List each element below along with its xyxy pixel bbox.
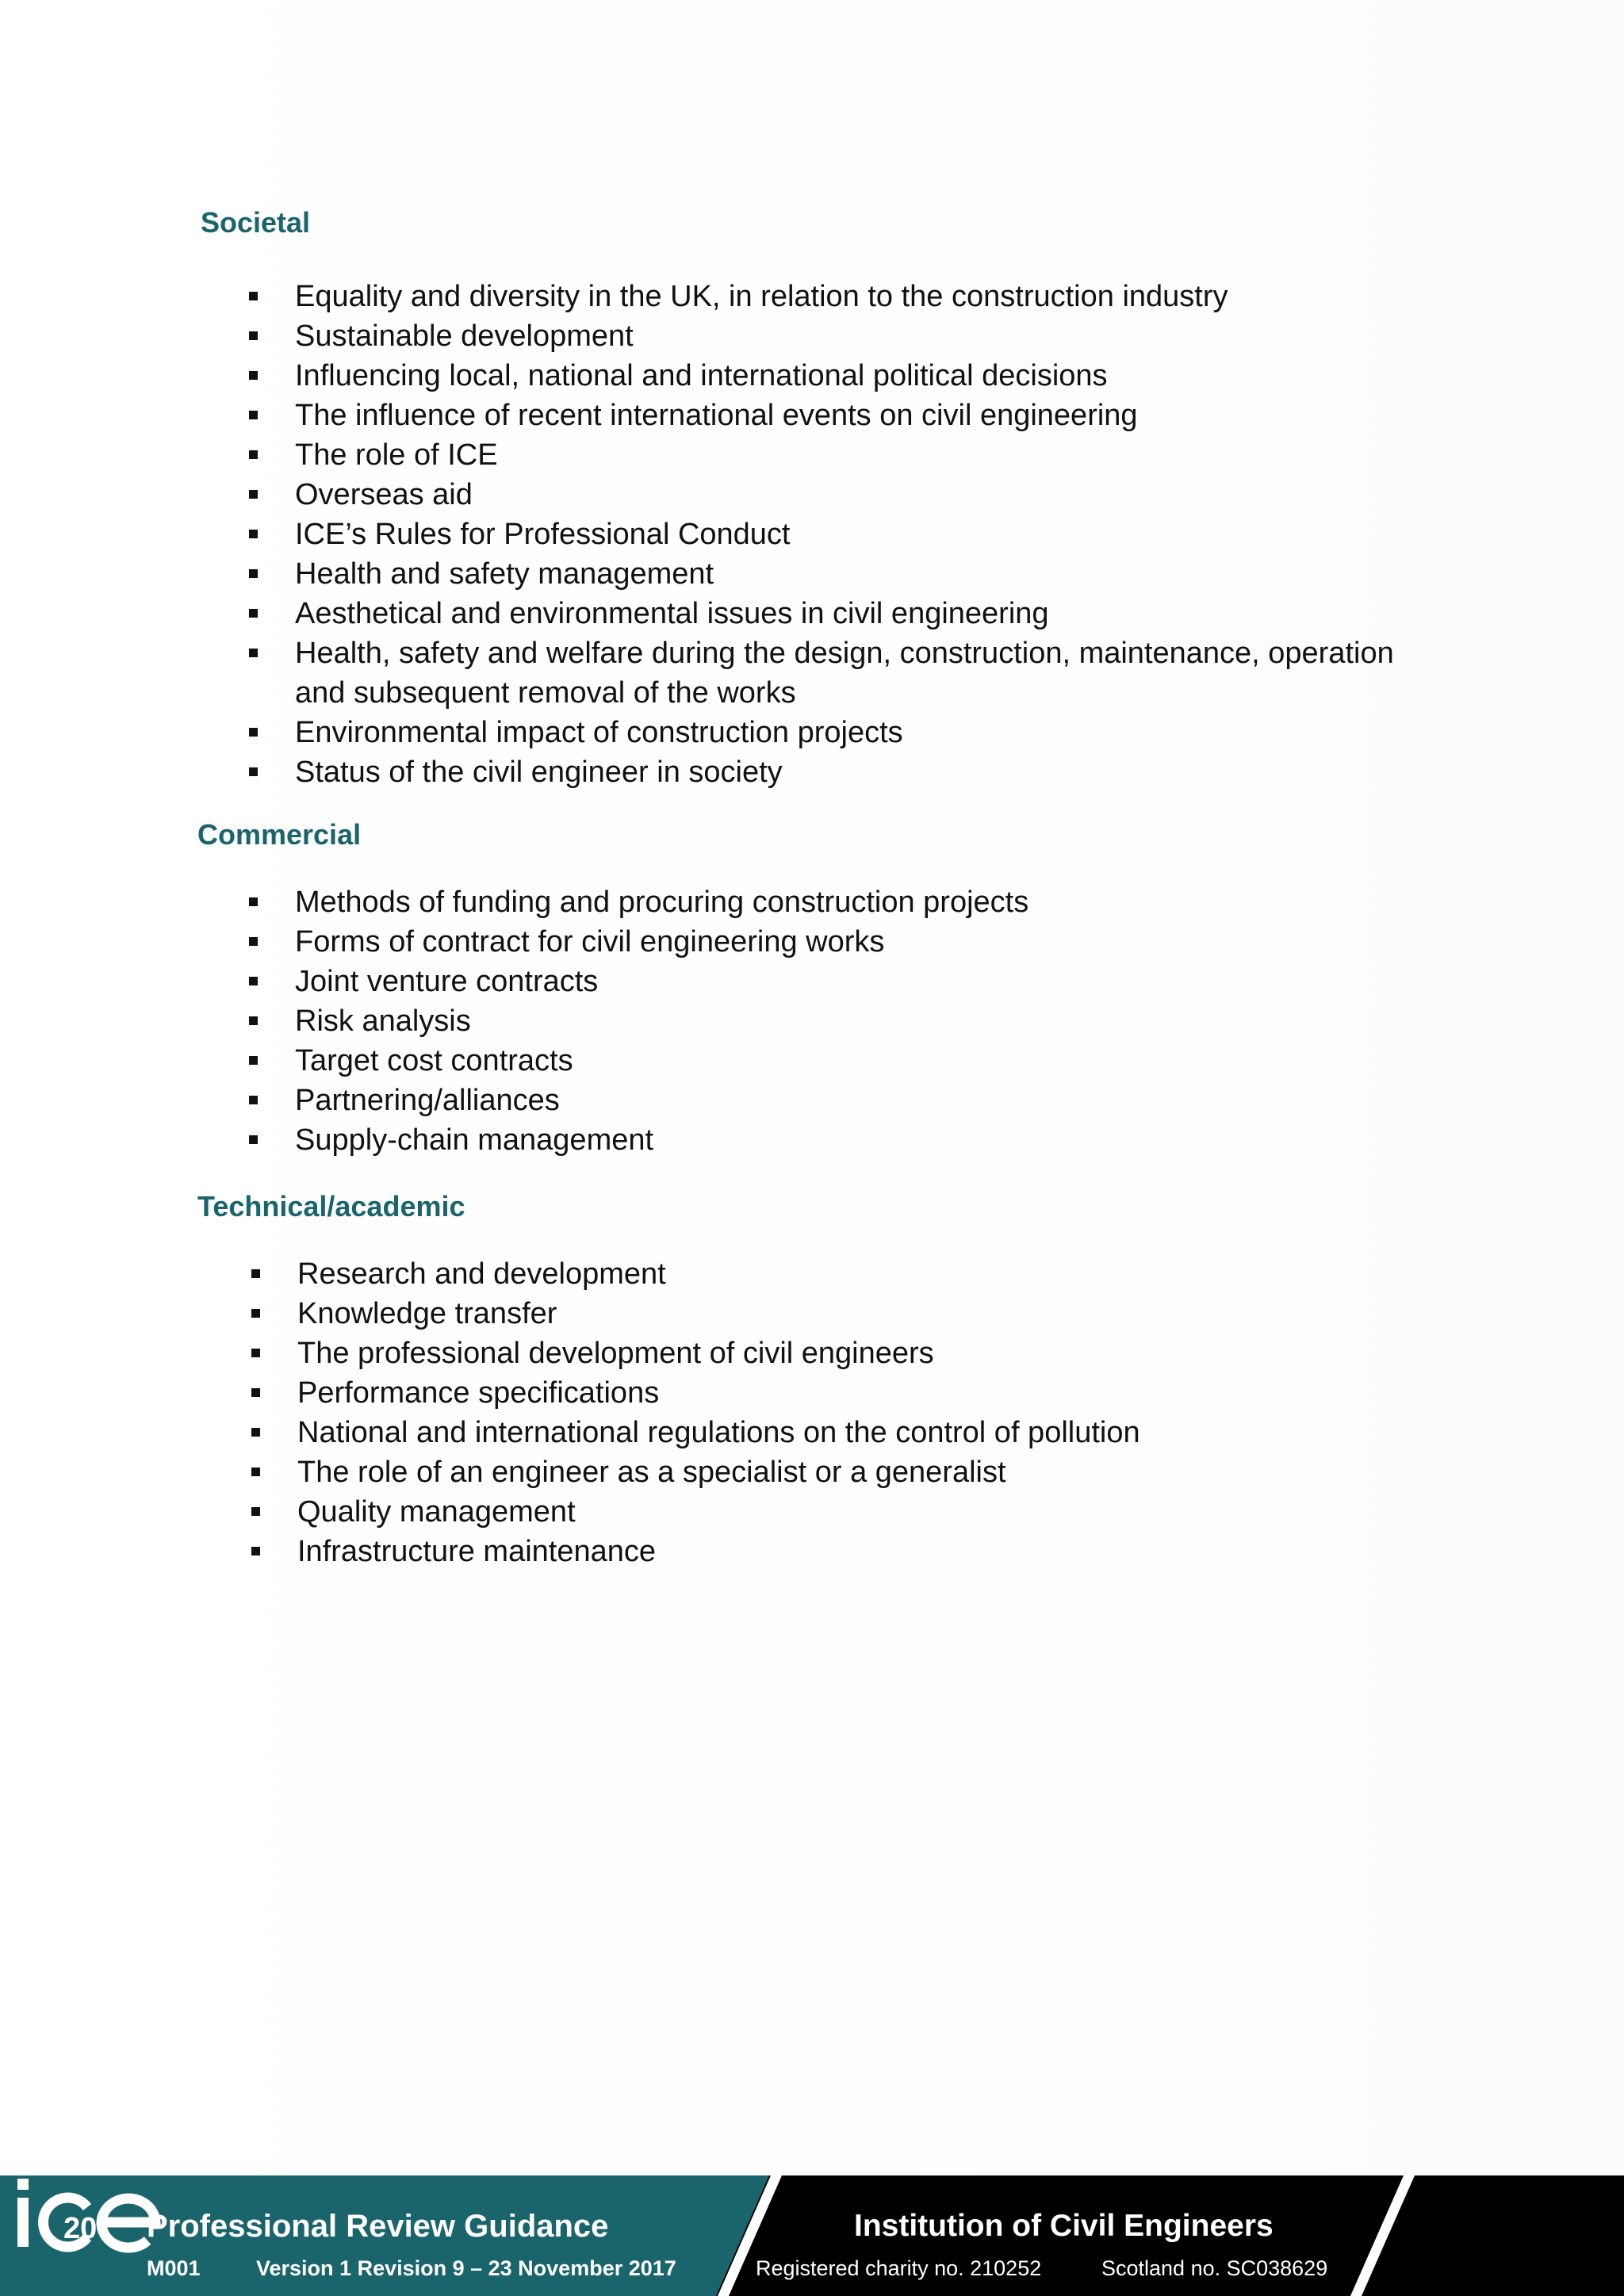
square-bullet-icon (249, 728, 258, 737)
list-item: Health and safety management (295, 554, 1394, 594)
list-item: The professional development of civil engineers (297, 1334, 1140, 1373)
square-bullet-icon (249, 1056, 258, 1065)
list-item: Status of the civil engineer in society (295, 752, 1394, 792)
square-bullet-icon (251, 1349, 260, 1357)
list-item: Partnering/alliances (295, 1081, 1028, 1120)
list-item: The role of an engineer as a specialist or a generalist (297, 1452, 1140, 1492)
section-heading: Commercial (197, 818, 362, 851)
list-item: Environmental impact of construction projects (295, 713, 1394, 752)
list-item: Aesthetical and environmental issues in civil engineering (295, 594, 1394, 633)
square-bullet-icon (249, 569, 258, 578)
scotland-number: Scotland no. SC038629 (1101, 2256, 1328, 2280)
bullet-list (295, 277, 1394, 792)
list-item: Quality management (297, 1492, 1140, 1532)
square-bullet-icon (251, 1269, 260, 1278)
page-footer (0, 2175, 1624, 2296)
document-title: Professional Review Guidance (147, 2209, 609, 2244)
list-item: National and international regulations on the control of pollution (297, 1413, 1140, 1452)
bullet-list (295, 882, 1028, 1160)
list-item: Supply-chain management (295, 1120, 1028, 1160)
square-bullet-icon (249, 530, 258, 538)
square-bullet-icon (251, 1468, 260, 1476)
square-bullet-icon (249, 937, 258, 946)
square-bullet-icon (251, 1388, 260, 1397)
list-item-continuation: and subsequent removal of the works (295, 676, 796, 710)
list-item: Research and development (297, 1254, 1140, 1294)
list-item: Equality and diversity in the UK, in relation to the construction industry (295, 277, 1394, 316)
square-bullet-icon (251, 1309, 260, 1318)
list-item: The influence of recent international events on civil engineering (295, 396, 1394, 435)
square-bullet-icon (249, 450, 258, 459)
list-item: Health, safety and welfare during the design, construction, maintenance, operation (295, 633, 1394, 673)
square-bullet-icon (249, 609, 258, 618)
list-item: Forms of contract for civil engineering works (295, 922, 1028, 962)
square-bullet-icon (249, 1016, 258, 1025)
page-number: 20 (63, 2212, 98, 2245)
list-item: Overseas aid (295, 475, 1394, 515)
ice-logo-icon (0, 2175, 167, 2255)
square-bullet-icon (249, 897, 258, 906)
bullet-list (297, 1254, 1140, 1571)
list-item: Target cost contracts (295, 1041, 1028, 1081)
list-item: Infrastructure maintenance (297, 1532, 1140, 1571)
square-bullet-icon (249, 977, 258, 985)
square-bullet-icon (249, 767, 258, 776)
square-bullet-icon (249, 1096, 258, 1104)
square-bullet-icon (249, 411, 258, 419)
list-item: Knowledge transfer (297, 1294, 1140, 1334)
square-bullet-icon (251, 1547, 260, 1556)
list-item: The role of ICE (295, 435, 1394, 475)
list-item: Performance specifications (297, 1373, 1140, 1413)
charity-number: Registered charity no. 210252 (756, 2256, 1042, 2280)
square-bullet-icon (249, 649, 258, 657)
square-bullet-icon (249, 490, 258, 499)
organisation-name: Institution of Civil Engineers (854, 2209, 1274, 2243)
list-item: Sustainable development (295, 316, 1394, 356)
square-bullet-icon (251, 1507, 260, 1516)
list-item: Joint venture contracts (295, 962, 1028, 1001)
square-bullet-icon (249, 292, 258, 300)
list-item: Risk analysis (295, 1001, 1028, 1041)
square-bullet-icon (249, 371, 258, 380)
list-item: Influencing local, national and international political decisions (295, 356, 1394, 396)
square-bullet-icon (249, 1135, 258, 1144)
section-heading: Societal (201, 206, 311, 239)
square-bullet-icon (251, 1428, 260, 1437)
list-item: ICE’s Rules for Professional Conduct (295, 515, 1394, 554)
document-version: Version 1 Revision 9 – 23 November 2017 (256, 2256, 676, 2280)
section-heading: Technical/academic (197, 1190, 465, 1223)
document-code: M001 (147, 2256, 201, 2280)
list-item: Methods of funding and procuring construction projects (295, 882, 1028, 922)
square-bullet-icon (249, 331, 258, 340)
